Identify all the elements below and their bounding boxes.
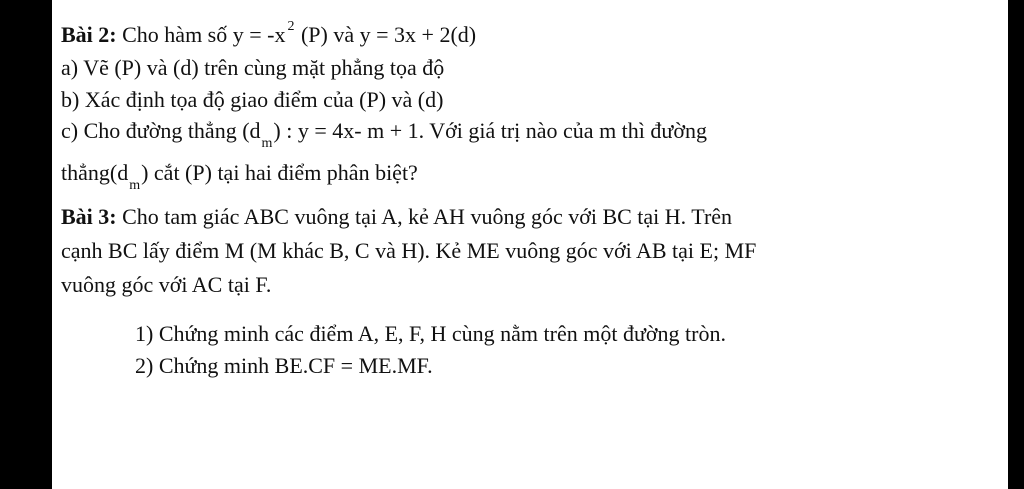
bai2-intro-text-a: Cho hàm số y = -x — [116, 22, 286, 47]
bai2-heading: Bài 2: — [61, 22, 117, 47]
bai2-intro-text-b: (P) và y = 3x + 2(d) — [295, 22, 477, 47]
bai3-heading: Bài 3: — [61, 204, 117, 229]
bai2-item-b: b) Xác định tọa độ giao điểm của (P) và (d) — [61, 87, 444, 112]
bai2-item-c-line1 — [61, 118, 707, 151]
bai2-item-c-line2 — [61, 160, 418, 193]
bai2-intro-line — [61, 19, 477, 47]
bai2-item-c2-subscript: m — [129, 178, 141, 193]
bai3-line1-text: Cho tam giác ABC vuông tại A, kẻ AH vuông góc với BC tại H. Trên — [116, 204, 733, 229]
bai3-line1 — [61, 206, 732, 228]
bai2-item-c2-text-a: thẳng(d — [61, 160, 129, 185]
bai2-item-c-text-a: c) Cho đường thẳng (d — [61, 118, 261, 143]
bai2-intro-exponent: 2 — [287, 19, 295, 34]
bai2-item-c-text-b: ) : y = 4x- m + 1. Với giá trị nào của m thì đường — [273, 118, 707, 143]
bai2-item-a: a) Vẽ (P) và (d) trên cùng mặt phẳng tọa độ — [61, 55, 445, 80]
document-page — [52, 0, 1008, 489]
bai2-item-c2-text-b: ) cắt (P) tại hai điểm phân biệt? — [141, 160, 418, 185]
bai3-line2: cạnh BC lấy điểm M (M khác B, C và H). Kẻ ME vuông góc với AB tại E; MF — [61, 238, 757, 263]
bai2-item-c-subscript: m — [261, 136, 273, 151]
bai3-question-1: 1) Chứng minh các điểm A, E, F, H cùng nằm trên một đường tròn. — [135, 321, 726, 346]
bai3-line3: vuông góc với AC tại F. — [61, 272, 272, 297]
bai3-question-2: 2) Chứng minh BE.CF = ME.MF. — [135, 353, 433, 378]
